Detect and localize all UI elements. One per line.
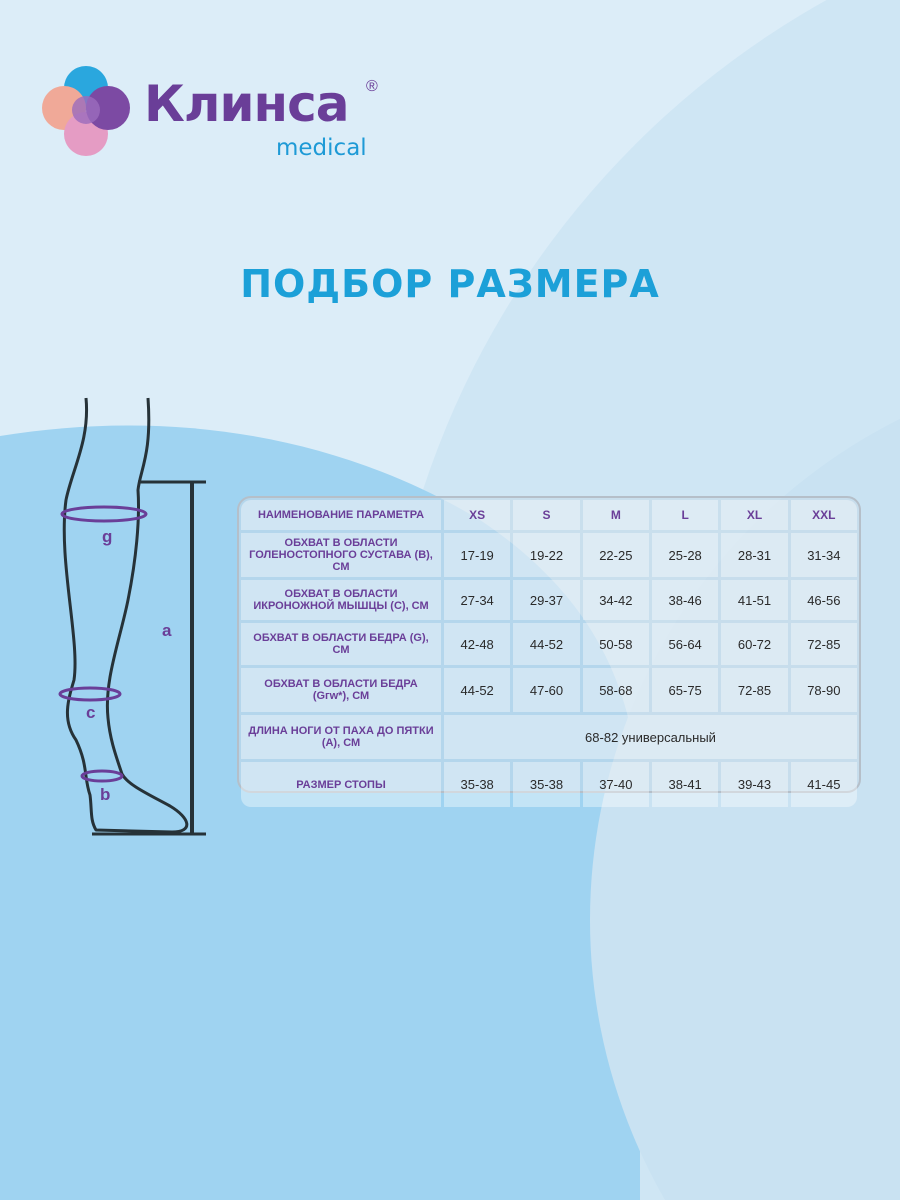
label-c: c (86, 703, 96, 722)
label-b: b (100, 785, 111, 804)
label-a: a (162, 621, 172, 640)
header-size-l: L (652, 500, 718, 530)
table-cell: 47-60 (513, 668, 579, 712)
table-cell: 41-51 (721, 580, 787, 620)
table-cell: 65-75 (652, 668, 718, 712)
table-cell: 41-45 (791, 762, 857, 807)
header-size-s: S (513, 500, 579, 530)
table-cell: 38-41 (652, 762, 718, 807)
row-label-calf: ОБХВАТ В ОБЛАСТИ ИКРОНОЖНОЙ МЫШЦЫ (С), СМ (241, 580, 441, 620)
brand-subtitle: medical (276, 135, 367, 161)
page-title: ПОДБОР РАЗМЕРА (240, 262, 660, 306)
row-label-ankle: ОБХВАТ В ОБЛАСТИ ГОЛЕНОСТОПНОГО СУСТАВА (B), СМ (241, 533, 441, 577)
leg-outline (64, 398, 187, 832)
table-cell: 25-28 (652, 533, 718, 577)
header-size-xl: XL (721, 500, 787, 530)
header-size-m: M (583, 500, 649, 530)
row-label-foot-size: РАЗМЕР СТОПЫ (241, 762, 441, 807)
table-cell: 58-68 (583, 668, 649, 712)
brand-name: Клинса (144, 75, 349, 133)
table-cell: 19-22 (513, 533, 579, 577)
label-g: g (102, 527, 113, 546)
thigh-ring-g (62, 507, 146, 521)
brand-logo (36, 62, 396, 172)
table-cell: 56-64 (652, 623, 718, 665)
leg-length-value: 68-82 универсальный (444, 715, 857, 759)
table-cell: 78-90 (791, 668, 857, 712)
clover-logo-icon (36, 62, 136, 162)
table-cell: 35-38 (444, 762, 510, 807)
table-cell: 17-19 (444, 533, 510, 577)
table-cell: 31-34 (791, 533, 857, 577)
size-table (237, 496, 861, 793)
row-label-thigh-grw: ОБХВАТ В ОБЛАСТИ БЕДРА (Gгw*), СМ (241, 668, 441, 712)
header-size-xxl: XXL (791, 500, 857, 530)
table-cell: 72-85 (721, 668, 787, 712)
registered-mark: ® (366, 78, 378, 95)
table-cell: 44-52 (444, 668, 510, 712)
table-cell: 28-31 (721, 533, 787, 577)
table-cell: 42-48 (444, 623, 510, 665)
header-size-xs: XS (444, 500, 510, 530)
row-label-thigh: ОБХВАТ В ОБЛАСТИ БЕДРА (G), СМ (241, 623, 441, 665)
table-cell: 38-46 (652, 580, 718, 620)
row-label-leg-length: ДЛИНА НОГИ ОТ ПАХА ДО ПЯТКИ (А), СМ (241, 715, 441, 759)
table-cell: 46-56 (791, 580, 857, 620)
ankle-ring-b (82, 771, 122, 781)
table-cell: 60-72 (721, 623, 787, 665)
table-cell: 50-58 (583, 623, 649, 665)
table-cell: 37-40 (583, 762, 649, 807)
leg-measurement-diagram (0, 380, 230, 860)
header-param: НАИМЕНОВАНИЕ ПАРАМЕТРА (241, 500, 441, 530)
table-cell: 35-38 (513, 762, 579, 807)
table-cell: 29-37 (513, 580, 579, 620)
table-cell: 27-34 (444, 580, 510, 620)
table-cell: 44-52 (513, 623, 579, 665)
table-cell: 39-43 (721, 762, 787, 807)
table-cell: 72-85 (791, 623, 857, 665)
table-cell: 22-25 (583, 533, 649, 577)
table-cell: 34-42 (583, 580, 649, 620)
